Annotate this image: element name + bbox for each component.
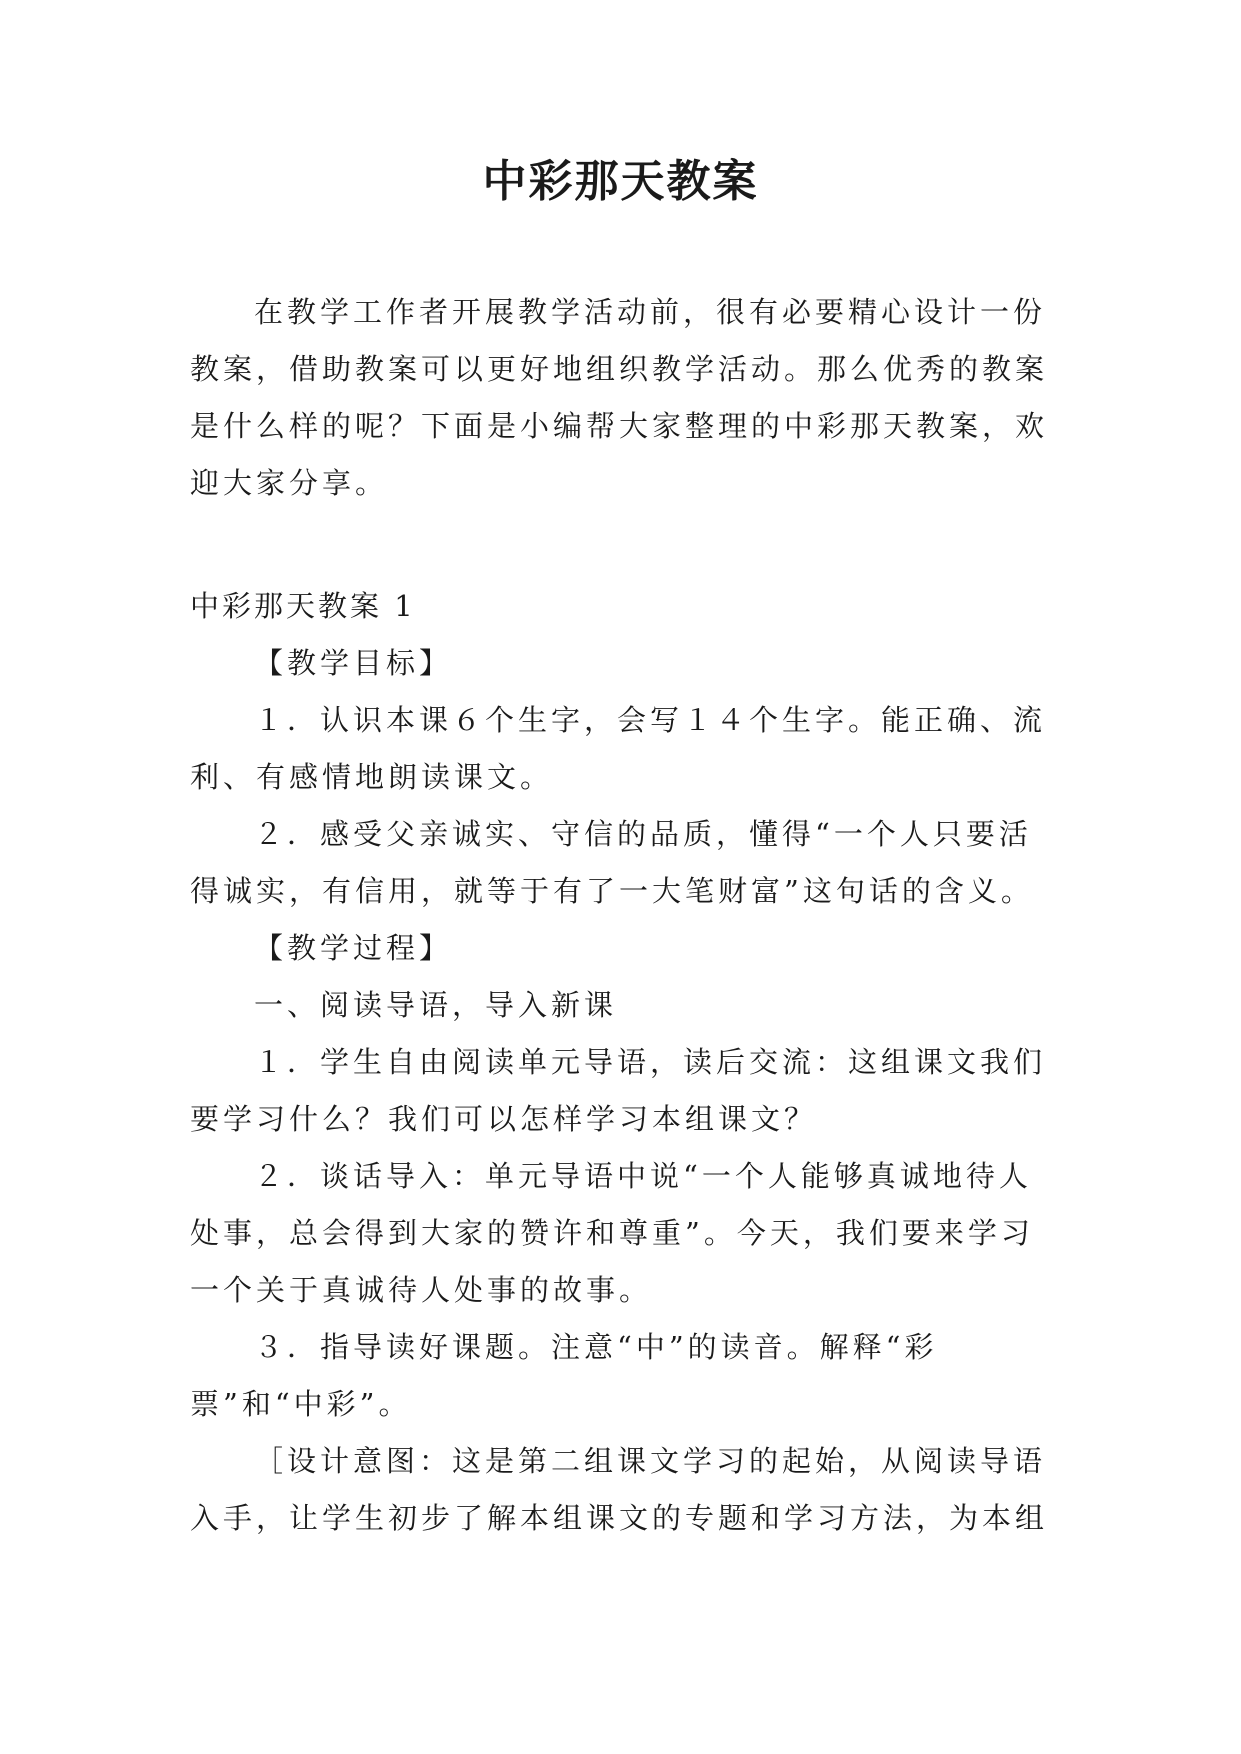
process-item-2: ２．谈话导入：单元导语中说“一个人能够真诚地待人处事，总会得到大家的赞许和尊重”。今天，我们要来学习一个关于真诚待人处事的故事。 xyxy=(190,1159,1034,1307)
intro-block xyxy=(190,284,1050,512)
process-item-1: １．学生自由阅读单元导语，读后交流：这组课文我们要学习什么？我们可以怎样学习本组课文？ xyxy=(190,1045,1047,1136)
lesson-content xyxy=(190,635,1050,1547)
heading-teaching-process: 【教学过程】 xyxy=(254,931,453,965)
document-title: 中彩那天教案 xyxy=(482,156,759,207)
process-step-heading: 一、阅读导语，导入新课 xyxy=(254,988,618,1022)
goal-item-1: １．认识本课６个生字，会写１４个生字。能正确、流利、有感情地朗读课文。 xyxy=(190,703,1047,794)
intro-paragraph: 在教学工作者开展教学活动前，很有必要精心设计一份教案，借助教案可以更好地组织教学活动。那么优秀的教案是什么样的呢？下面是小编帮大家整理的中彩那天教案，欢迎大家分享。 xyxy=(190,295,1049,500)
process-item-3: ３．指导读好课题。注意“中”的读音。解释“彩票”和“中彩”。 xyxy=(190,1330,938,1421)
design-intent-paragraph: ［设计意图：这是第二组课文学习的起始，从阅读导语入手，让学生初步了解本组课文的专题和学习方法，为本组 xyxy=(190,1444,1049,1535)
goal-item-2: ２．感受父亲诚实、守信的品质，懂得“一个人只要活得诚实，有信用，就等于有了一大笔财富”这句话的含义。 xyxy=(190,817,1034,908)
section-heading: 中彩那天教案 1 xyxy=(190,589,416,623)
heading-teaching-goals: 【教学目标】 xyxy=(254,646,453,680)
